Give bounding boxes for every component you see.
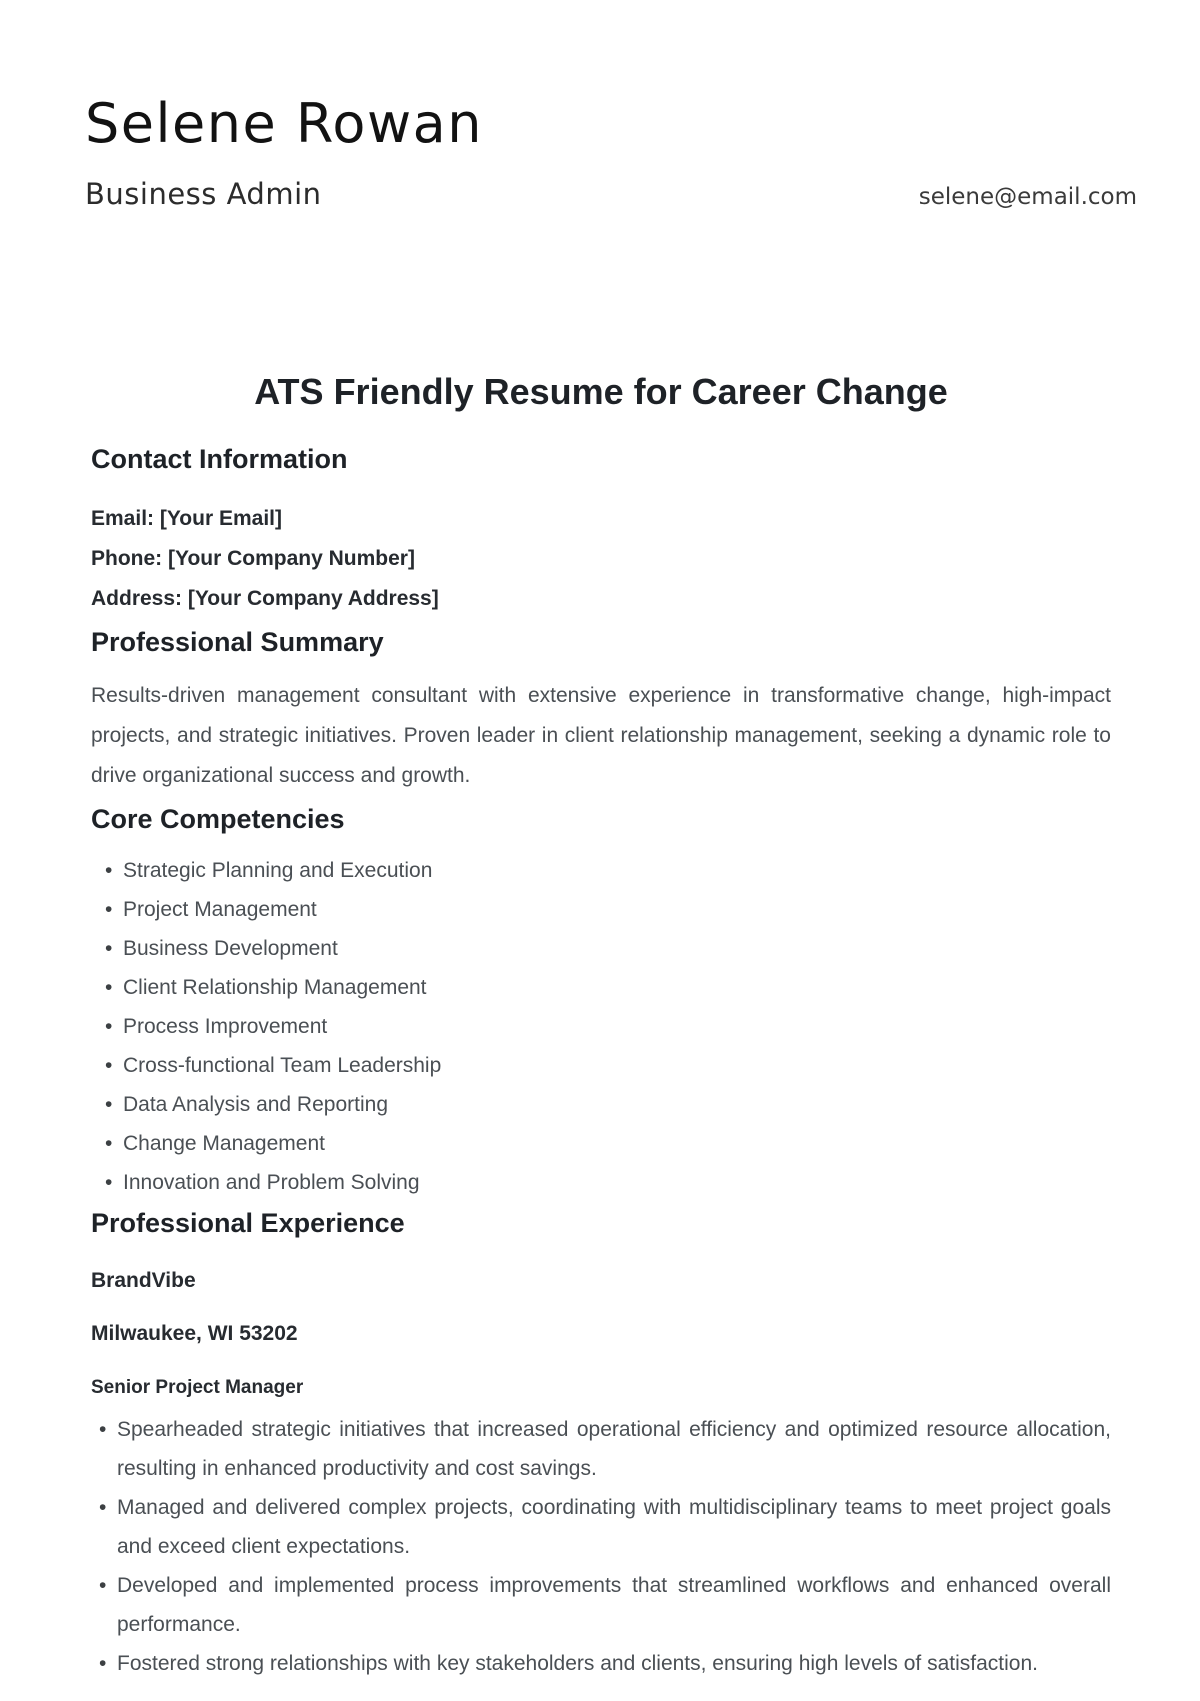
section-heading-contact-information: Contact Information — [91, 443, 348, 474]
professional-summary-paragraph: Results-driven management consultant with extensive experience in transformative change, high-impact projects, and strategic initiatives. Proven leader in client relationship management, seeking a dynamic role to drive organizational success and growth. — [91, 683, 1111, 787]
competency-item: • Project Management — [105, 890, 1111, 929]
person-email: selene@email.com — [918, 183, 1137, 210]
experience-bullet: • Spearheaded strategic initiatives that increased operational efficiency and optimized resource allocation, resulting in enhanced productivity and cost savings. — [95, 1410, 1111, 1488]
contact-line: Email: [Your Email] — [91, 506, 282, 530]
experience-bullet: • Fostered strong relationships with key stakeholders and clients, ensuring high levels of satisfaction. — [95, 1644, 1111, 1683]
competency-item: • Cross-functional Team Leadership — [105, 1046, 1111, 1085]
competency-item: • Data Analysis and Reporting — [105, 1085, 1111, 1124]
resume-document-body — [91, 369, 1111, 1684]
core-competencies-list — [91, 851, 1111, 1202]
competency-item: • Innovation and Problem Solving — [105, 1163, 1111, 1202]
section-heading-professional-experience: Professional Experience — [91, 1208, 405, 1239]
experience-bullet-list — [91, 1410, 1111, 1683]
competency-item: • Strategic Planning and Execution — [105, 851, 1111, 890]
section-heading-core-competencies: Core Competencies — [91, 803, 345, 834]
experience-company-name: BrandVibe — [91, 1269, 196, 1293]
competency-item: • Business Development — [105, 929, 1111, 968]
section-heading-professional-summary: Professional Summary — [91, 626, 384, 657]
contact-line: Phone: [Your Company Number] — [91, 546, 415, 570]
identity-header — [85, 92, 1137, 211]
person-name: Selene Rowan — [85, 92, 483, 155]
experience-bullet: • Managed and delivered complex projects, coordinating with multidisciplinary teams to meet project goals and exceed client expectations. — [95, 1488, 1111, 1566]
identity-subtitle-row — [85, 177, 1137, 211]
competency-item: • Change Management — [105, 1124, 1111, 1163]
person-role: Business Admin — [85, 176, 322, 211]
contact-lines — [91, 499, 1111, 619]
experience-bullet: • Developed and implemented process improvements that streamlined workflows and enhanced overall performance. — [95, 1566, 1111, 1644]
competency-item: • Client Relationship Management — [105, 968, 1111, 1007]
competency-item: • Process Improvement — [105, 1007, 1111, 1046]
document-title: ATS Friendly Resume for Career Change — [254, 370, 948, 412]
experience-job-title: Senior Project Manager — [91, 1376, 304, 1398]
experience-company-location: Milwaukee, WI 53202 — [91, 1322, 298, 1346]
contact-line: Address: [Your Company Address] — [91, 586, 439, 610]
